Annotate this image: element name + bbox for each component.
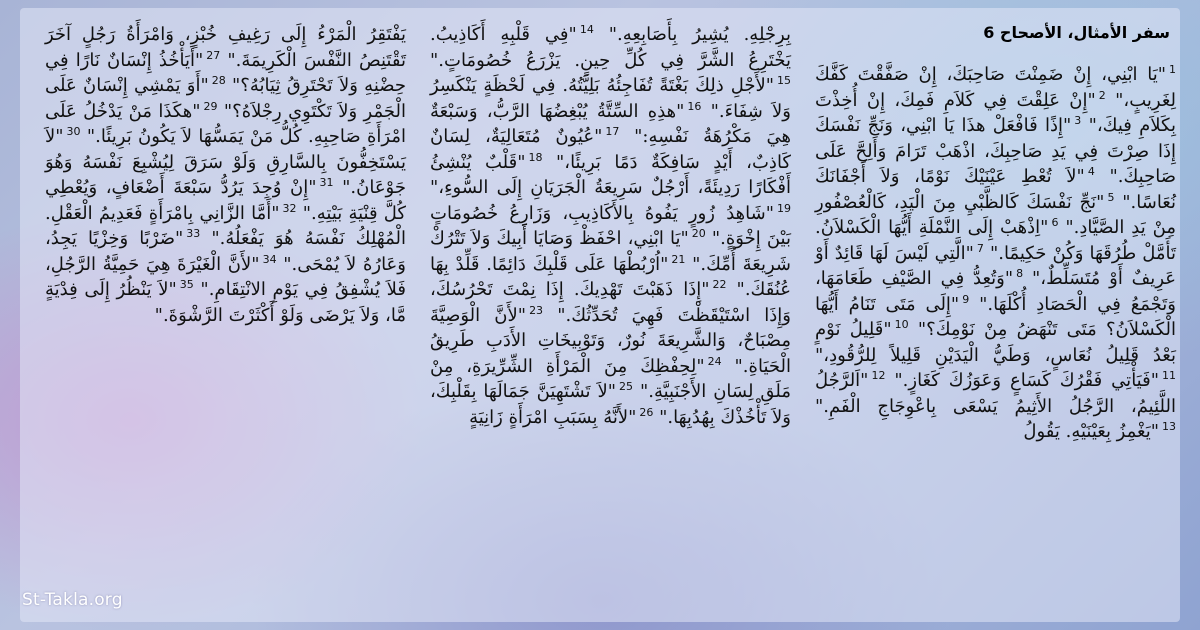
verse-number: 34 bbox=[262, 252, 277, 266]
verse-number: 18 bbox=[528, 150, 543, 164]
verse-number: 29 bbox=[203, 99, 218, 113]
verse-text: "لاَ تَشْتَهِيَنَّ جَمَالَهَا بِقَلْبِكَ، وَلاَ تَأْخُذْكَ بِهُدُبِهَا." bbox=[430, 381, 791, 428]
verse-number: 23 bbox=[529, 303, 544, 317]
verse-text: "هكَذَا مَنْ يَدْخُلُ عَلَى امْرَأَةِ صَاحِبِهِ. كُلُّ مَنْ يَمَسُّهَا لاَ يَكُونُ بَرِيئًا." bbox=[45, 100, 406, 147]
verse-text: "لِحِفْظِكَ مِنَ الْمَرْأَةِ الشِّرِّيرَةِ، مِنْ مَلَقِ لِسَانِ الأَجْنَبِيَّةِ." bbox=[430, 355, 791, 402]
verse-text: "أَمَّا الزَّانِي بِامْرَأَةٍ فَعَدِيمُ الْعَقْلِ. الْمُهْلِكُ نَفْسَهُ هُوَ يَفْعَلُهُ." bbox=[45, 202, 406, 249]
verse-text: "نَجِّ نَفْسَكَ كَالظَّبْيِ مِنَ الْيَدِ، كَالْعُصْفُورِ مِنْ يَدِ الصَّيَّادِ." bbox=[815, 191, 1176, 238]
verse-text: "عُيُونٌ مُتَعَالِيَةٌ، لِسَانٌ كَاذِبٌ، أَيْدٍ سَافِكَةٌ دَمًا بَرِيئًا،" bbox=[430, 126, 792, 173]
verse-number: 3 bbox=[1074, 114, 1082, 127]
verse-number: 21 bbox=[671, 252, 686, 266]
verse-text: "لاَ يَنْظُرُ إِلَى فِدْيَةٍ مَّا، وَلاَ يَرْضَى وَلَوْ أَكْثَرْتَ الرَّشْوَةَ." bbox=[45, 279, 406, 326]
verse-number: 20 bbox=[691, 227, 706, 240]
verse-number: 17 bbox=[605, 125, 620, 138]
verse-text: "يَا ابْنِي، إِنْ ضَمِنْتَ صَاحِبَكَ، إِنْ صَفَّقْتَ كَفَّكَ لِغَرِيبٍ،" bbox=[815, 64, 1176, 111]
verse-text: "إِذًا فَافْعَلْ هذَا يَا ابْنِي، وَنَجِّ نَفْسَكَ إِذَا صِرْتَ فِي يَدِ صَاحِبِكَ، اذْهَبْ تَرَامَ وَأَلِحَّ عَلَى صَاحِبِكَ." bbox=[815, 115, 1176, 187]
verse-number: 26 bbox=[639, 405, 654, 419]
verse-text: "يَا ابْنِي، احْفَظْ وَصَايَا أَبِيكَ وَلاَ تَتْرُكْ شَرِيعَةَ أُمِّكَ." bbox=[430, 228, 791, 275]
verse-text: بِرِجْلِهِ. يُشِيرُ بِأَصَابِعِهِ." bbox=[608, 24, 791, 45]
verse-text: "فِي قَلْبِهِ أَكَاذِيبُ. يَخْتَرِعُ الشَّرَّ فِي كُلِّ حِينٍ. يَزْرَعُ خُصُومَاتٍ." bbox=[430, 24, 791, 71]
verse-number: 16 bbox=[687, 99, 702, 113]
verse-text: "إِلَى مَتَى تَنَامُ أَيُّهَا الْكَسْلاَنُ؟ مَتَى تَنْهَضُ مِنْ نَوْمِكَ؟" bbox=[815, 293, 1176, 340]
verse-number: 10 bbox=[894, 318, 909, 331]
column-2 bbox=[430, 22, 791, 622]
verse-text: "لاَ تُعْطِ عَيْنَيْكَ نَوْمًا، وَلاَ أَجْفَانَكَ نُعَاسًا." bbox=[815, 166, 1176, 213]
verse-text: يَفْتَقِرُ الْمَرْءُ إِلَى رَغِيفِ خُبْزٍ، وَامْرَأَةُ رَجُلٍ آخَرَ تَقْتَنِصُ النَّفْسَ الْكَرِيمَةَ." bbox=[45, 24, 406, 71]
verse-number: 4 bbox=[1087, 165, 1095, 178]
verse-text: "اِذْهَبْ إِلَى النَّمْلَةِ أَيُّهَا الْكَسْلاَنُ. تَأَمَّلْ طُرُقَهَا وَكُنْ حَكِيمًا." bbox=[815, 217, 1176, 264]
verse-text: "قَلِيلُ نَوْمٍ بَعْدُ قَلِيلُ نُعَاسٍ، وَطَيُّ الْيَدَيْنِ قَلِيلاً لِلرُّقُودِ،" bbox=[815, 319, 1176, 366]
verse-number: 1 bbox=[1169, 63, 1176, 76]
verse-text: "قَلْبٌ يُنْشِئُ أَفْكَارًا رَدِيئَةً، أَرْجُلٌ سَرِيعَةُ الْجَرَيَانِ إِلَى السُّوءِ،" bbox=[430, 151, 791, 198]
verse-text: "إِنْ عَلِقْتَ فِي كَلاَمِ فَمِكَ، إِنْ أُخِذْتَ بِكَلاَمِ فِيكَ،" bbox=[815, 89, 1176, 136]
verse-text: "ضَرْبًا وَخِزْيًا يَجِدُ، وَعَارُهُ لاَ يُمْحَى." bbox=[45, 228, 406, 275]
verse-number: 25 bbox=[619, 380, 634, 393]
verse-number: 30 bbox=[66, 125, 81, 138]
verse-text: "أَيَأْخُذُ إِنْسَانٌ نَارًا فِي حِضْنِهِ وَلاَ تَحْتَرِقُ ثِيَابُهُ؟" bbox=[45, 49, 406, 96]
verse-number: 9 bbox=[962, 292, 970, 306]
verse-text: "لأَجْلِ ذلِكَ بَغْتَةً تُفَاجِئُهُ بَلِيَّتُهُ. فِي لَحْظَةٍ يَنْكَسِرُ وَلاَ شِفَاءَ." bbox=[430, 75, 791, 122]
verse-text: "فَيَأْتِي فَقْرُكَ كَسَاعٍ وَعَوَزُكَ كَغَازٍ." bbox=[894, 370, 1159, 391]
column-3-text bbox=[45, 22, 406, 328]
verse-number: 13 bbox=[1162, 420, 1176, 433]
verse-number: 35 bbox=[179, 278, 194, 291]
verse-number: 22 bbox=[712, 278, 727, 291]
verse-text: "لأَنَّ الْغَيْرَةَ هِيَ حَمِيَّةُ الرَّجُلِ، فَلاَ يُشْفِقُ فِي يَوْمِ الانْتِقَامِ." bbox=[45, 253, 406, 300]
verse-text: "الَّتِي لَيْسَ لَهَا قَائِدٌ أَوْ عَرِيفٌ أَوْ مُتَسَلِّطٌ،" bbox=[815, 242, 1176, 289]
verse-number: 31 bbox=[319, 176, 334, 189]
verse-text: "لأَنَّ الْوَصِيَّةَ مِصْبَاحٌ، وَالشَّرِيعَةَ نُورٌ، وَتَوْبِيخَاتِ الأَدَبِ طَرِيقُ الْحَيَاةِ." bbox=[430, 304, 791, 377]
column-3 bbox=[45, 22, 406, 622]
verse-number: 28 bbox=[211, 74, 226, 87]
chapter-title: سفر الأمثال، الأصحاح 6 bbox=[983, 23, 1170, 42]
verse-number: 6 bbox=[1051, 216, 1059, 229]
verse-text: "أَوَ يَمْشِي إِنْسَانٌ عَلَى الْجَمْرِ وَلاَ تَكْتَوِي رِجْلاَهُ؟" bbox=[45, 75, 406, 122]
verse-text: "يَغْمِزُ بِعَيْنَيْهِ. يَقُولُ bbox=[1023, 421, 1159, 442]
verse-text: "إِنْ وُجِدَ يَرُدُّ سَبْعَةَ أَضْعَافٍ، وَيُعْطِي كُلَّ قِنْيَةِ بَيْتِهِ." bbox=[45, 177, 406, 224]
verse-number: 5 bbox=[1107, 190, 1115, 204]
verse-number: 19 bbox=[777, 201, 791, 215]
verse-number: 24 bbox=[707, 354, 722, 368]
verse-text: "لاَ يَسْتَخِفُّونَ بِالسَّارِقِ وَلَوْ سَرَقَ لِيُشْبِعَ نَفْسَهُ وَهُوَ جَوْعَانُ." bbox=[45, 126, 406, 198]
verse-text: "إِذَا ذَهَبْتَ تَهْدِيكَ. إِذَا نِمْتَ تَحْرُسُكَ، وَإِذَا اسْتَيْقَظْتَ فَهِيَ تُحَدِّثُكَ." bbox=[430, 279, 791, 326]
verse-text: "وَتُعِدُّ فِي الصَّيْفِ طَعَامَهَا، وَتَجْمَعُ فِي الْحَصَادِ أُكْلَهَا." bbox=[815, 268, 1177, 315]
verse-text: "لأَنَّهُ بِسَبَبِ امْرَأَةٍ زَانِيَةٍ bbox=[469, 406, 637, 428]
verse-number: 27 bbox=[206, 48, 221, 62]
text-columns bbox=[45, 22, 1176, 622]
verse-text: "اُرْبُطْهَا عَلَى قَلْبِكَ دَائِمًا. قَلِّدْ بِهَا عُنُقَكَ." bbox=[430, 253, 791, 300]
column-1 bbox=[815, 22, 1176, 622]
verse-number: 14 bbox=[579, 23, 594, 36]
verse-text: "شَاهِدُ زُورٍ يَفُوهُ بِالأَكَاذِيبِ، وَزَارِعُ خُصُومَاتٍ بَيْنَ إِخْوَةٍ." bbox=[430, 202, 791, 249]
column-2-text bbox=[430, 22, 791, 430]
verse-number: 7 bbox=[976, 241, 984, 255]
verse-number: 2 bbox=[1098, 88, 1106, 102]
verse-number: 15 bbox=[777, 74, 791, 87]
verse-number: 33 bbox=[186, 227, 201, 240]
verse-text: "اَلرَّجُلُ اللَّئِيمُ، الرَّجُلُ الأَثِيمُ يَسْعَى بِاعْوِجَاجِ الْفَمِ." bbox=[815, 370, 1176, 417]
verse-text: "هذِهِ السِّتَّةُ يُبْغِضُهَا الرَّبُّ، وَسَبْعَةٌ هِيَ مَكْرُهَةُ نَفْسِهِ:" bbox=[430, 100, 791, 147]
verse-number: 32 bbox=[282, 201, 297, 215]
verse-number: 8 bbox=[1016, 267, 1024, 280]
site-watermark: St-Takla.org bbox=[22, 590, 123, 610]
column-1-text bbox=[815, 48, 1176, 445]
verse-number: 12 bbox=[871, 369, 886, 382]
verse-number: 11 bbox=[1162, 369, 1176, 382]
